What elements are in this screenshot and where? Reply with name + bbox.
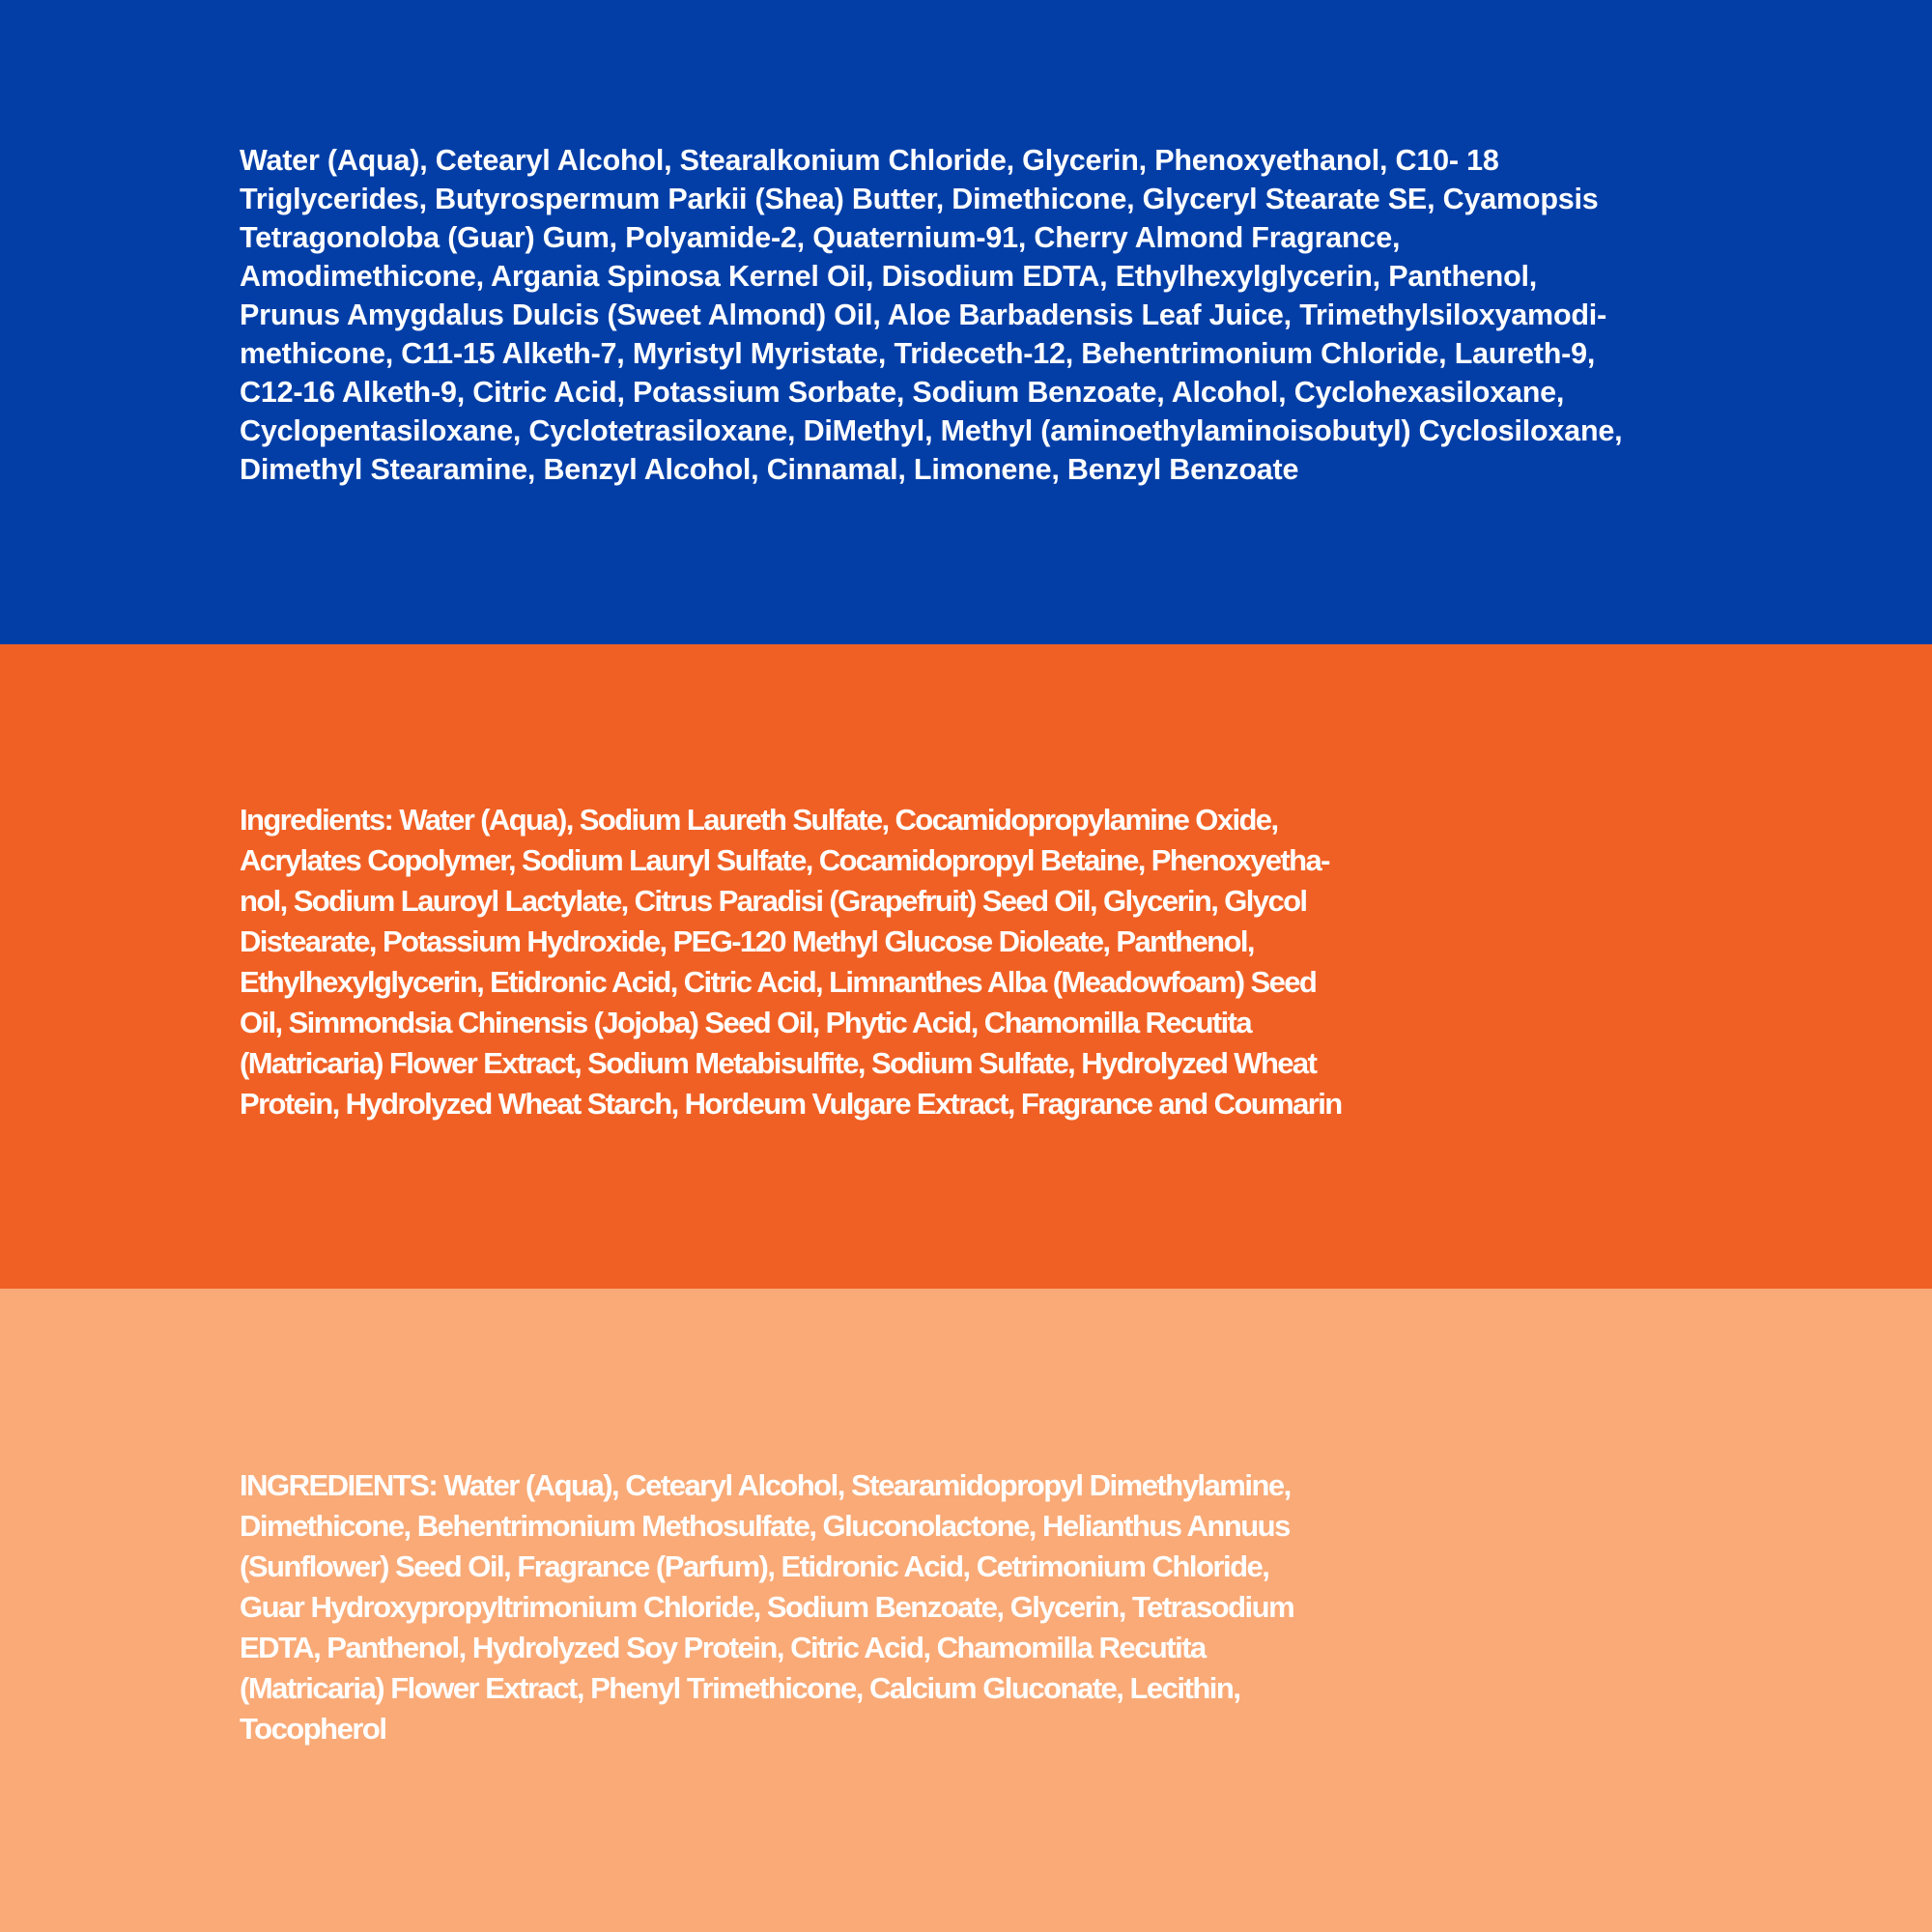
peach-ingredients-panel	[0, 1289, 1932, 1932]
ingredients-text-peach: INGREDIENTS: Water (Aqua), Cetearyl Alcohol, Stearamidopropyl Dimethylamine, Dimethicone, Behentrimonium Methosulfate, Gluconolactone, Helianthus Annuus (Sunflower) Seed Oil, Fragrance (Parfum), Etidronic Acid, Cetrimonium Chloride, Guar Hydroxypropyltrimonium Chloride, Sodium Benzoate, Glycerin, Tetrasodium EDTA, Panthenol, Hydrolyzed Soy Protein, Citric Acid, Chamomilla Recutita (Matricaria) Flower Extract, Phenyl Trimethicone, Calcium Gluconate, Lecithin, Tocopherol	[240, 1468, 1294, 1746]
orange-ingredients-panel	[0, 644, 1932, 1289]
ingredients-text-orange: Ingredients: Water (Aqua), Sodium Laureth Sulfate, Cocamidopropylamine Oxide, Acrylates Copolymer, Sodium Lauryl Sulfate, Cocamidopropyl Betaine, Phenoxyetha- nol, Sodium Lauroyl Lactylate, Citrus Paradisi (Grapefruit) Seed Oil, Glycerin, Glycol Distearate, Potassium Hydroxide, PEG-120 Methyl Glucose Dioleate, Panthenol, Ethylhexylglycerin, Etidronic Acid, Citric Acid, Limnanthes Alba (Meadowfoam) Seed Oil, Simmondsia Chinensis (Jojoba) Seed Oil, Phytic Acid, Chamomilla Recutita (Matricaria) Flower Extract, Sodium Metabisulfite, Sodium Sulfate, Hydrolyzed Wheat Protein, Hydrolyzed Wheat Starch, Hordeum Vulgare Extract, Fragrance and Coumarin	[240, 803, 1342, 1121]
blue-ingredients-panel	[0, 0, 1932, 644]
ingredients-text-blue: Water (Aqua), Cetearyl Alcohol, Stearalkonium Chloride, Glycerin, Phenoxyethanol, C10- 18 Triglycerides, Butyrospermum Parkii (Shea) Butter, Dimethicone, Glyceryl Stearate SE, Cyamopsis Tetragonoloba (Guar) Gum, Polyamide-2, Quaternium-91, Cherry Almond Fragrance, Amodimethicone, Argania Spinosa Kernel Oil, Disodium EDTA, Ethylhexylglycerin, Panthenol, Prunus Amygdalus Dulcis (Sweet Almond) Oil, Aloe Barbadensis Leaf Juice, Trimethylsiloxyamodi- methicone, C11-15 Alketh-7, Myristyl Myristate, Trideceth-12, Behentrimonium Chloride, Laureth-9, C12-16 Alketh-9, Citric Acid, Potassium Sorbate, Sodium Benzoate, Alcohol, Cyclohexasiloxane, Cyclopentasiloxane, Cyclotetrasiloxane, DiMethyl, Methyl (aminoethylaminoisobutyl) Cyclosiloxane, Dimethyl Stearamine, Benzyl Alcohol, Cinnamal, Limonene, Benzyl Benzoate	[240, 144, 1623, 486]
